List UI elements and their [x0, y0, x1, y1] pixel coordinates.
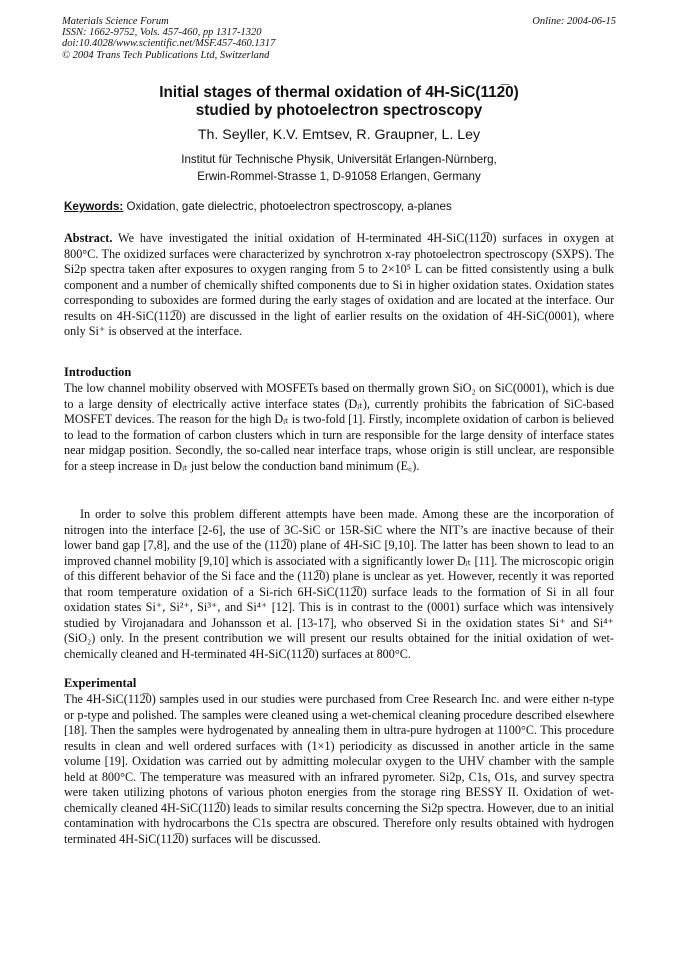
journal-name: Materials Science Forum: [62, 16, 169, 27]
intro-paragraph-1-text: The low channel mobility observed with MOSFETs based on thermally grown SiO₂ on SiC(0001), which is due to a large density of electrically active interface states (Dᵢₜ), currently prohibits the fabrication of SiC-based MOSFET devices. The reason for the high Dᵢₜ is two-fold [1]. Firstly, incomplete oxidation of carbon is believed to lead to the formation of carbon clusters which in turn are responsible for the large density of interface states near midgap position. Secondly, the so-called near interface traps, whose origin is still unclear, are responsible for a steep increase in Dᵢₜ just below the conduction band minimum (E꜀).: [64, 381, 614, 473]
abstract-label: Abstract.: [64, 231, 113, 245]
keywords-label: Keywords:: [64, 200, 124, 213]
page-header: [62, 16, 616, 64]
journal-info: [62, 16, 275, 61]
title-line-1: Initial stages of thermal oxidation of 4H-SiC(112̅0): [159, 84, 519, 101]
abstract-text: We have investigated the initial oxidation of H-terminated 4H-SiC(112̅0) surfaces in oxygen at 800°C. The oxidized surfaces were characterized by synchrotron x-ray photoelectron spectroscopy (SXPS). The Si2p spectra taken after exposures to oxygen ranging from 5 to 2×10⁵ L can be fitted consistently using a bulk component and a number of chemically shifted components due to Si in higher oxidation states. Oxidation states corresponding to suboxides are formed during the early stages of oxidation and are located at the interface. Our results on 4H-SiC(112̅0) are discussed in the light of earlier results on the oxidation of 4H-SiC(0001), where only Si⁺ is observed at the interface.: [64, 231, 614, 339]
keywords: [64, 200, 624, 214]
experimental-paragraph-text: The 4H-SiC(112̅0) samples used in our studies were purchased from Cree Research Inc. and were either n-type or p-type and polished. The samples were cleaned using a wet-chemical cleaning procedure described elsewhere [18]. Then the samples were hydrogenated by annealing them in ultra-pure hydrogen at 1100°C. This procedure results in clean and well ordered surfaces with (1×1) periodicity as discussed in another article in the same volume [19]. Oxidation was carried out by admitting molecular oxygen to the UHV chamber with the sample held at 800°C. The temperature was measured with an infrared pyrometer. Si2p, C1s, O1s, and survey spectra were taken utilizing photons of various photon energies from the storage ring BESSY II. Oxidation of wet-chemically cleaned 4H-SiC(112̅0) leads to similar results concerning the Si2p spectra. However, due to an initial contamination with hydrocarbons the C1s spectra are obscured. Therefore only results obtained with hydrogen terminated 4H-SiC(112̅0) surfaces will be discussed.: [64, 692, 614, 846]
issn-line: ISSN: 1662-9752, Vols. 457-460, pp 1317-1320: [62, 27, 262, 39]
author-list: Th. Seyller, K.V. Emtsev, R. Graupner, L. Ley: [197, 127, 481, 143]
section-heading-introduction: Introduction: [64, 365, 132, 379]
intro-paragraph-2-text: In order to solve this problem different attempts have been made. Among these are the incorporation of nitrogen into the interface [2-6], the use of 3C-SiC or 15R-SiC where the NIT’s are inactive because of their lower band gap [7,8], and the use of the (112̅0) plane of 4H-SiC [9,10]. The latter has been shown to lead to an improved channel mobility [9,10] which is associated with a significantly lower Dᵢₜ [11]. The microscopic origin of this different behavior of the Si face and the (112̅0) plane is unclear as yet. However, recently it was reported that room temperature oxidation of a Si-rich 6H-SiC(112̅0) surface leads to the formation of Si in all four oxidation states Si⁺, Si²⁺, Si³⁺, and Si⁴⁺ [12]. This is in contrast to the (0001) surface which was intensively studied by Virojanadara and Johansson et al. [13-17], who observed Si in the oxidation states Si⁺ and Si⁴⁺ (SiO₂) only. In the present contribution we will present our results obtained for the initial oxidation of wet-chemically cleaned and H-terminated 4H-SiC(112̅0) surfaces at 800°C.: [64, 507, 614, 661]
affiliation-line-1: Institut für Technische Physik, Universität Erlangen-Nürnberg,: [181, 153, 497, 166]
keywords-text: Oxidation, gate dielectric, photoelectron spectroscopy, a-planes: [123, 200, 452, 213]
doi-line: doi:10.4028/www.scientific.net/MSF.457-460.1317: [62, 38, 276, 50]
experimental-paragraph: [64, 692, 614, 847]
affiliation: [0, 152, 678, 185]
section-heading-experimental: Experimental: [64, 676, 137, 690]
copyright-line: © 2004 Trans Tech Publications Ltd, Switzerland: [62, 49, 270, 61]
abstract: [64, 231, 614, 340]
intro-paragraph-1: [64, 381, 614, 474]
paper-title: [0, 84, 678, 120]
affiliation-line-2: Erwin-Rommel-Strasse 1, D-91058 Erlangen, Germany: [197, 169, 481, 183]
intro-paragraph-2: [64, 507, 614, 662]
online-date: Online: 2004-06-15: [532, 16, 616, 27]
title-line-2: studied by photoelectron spectroscopy: [195, 102, 483, 119]
